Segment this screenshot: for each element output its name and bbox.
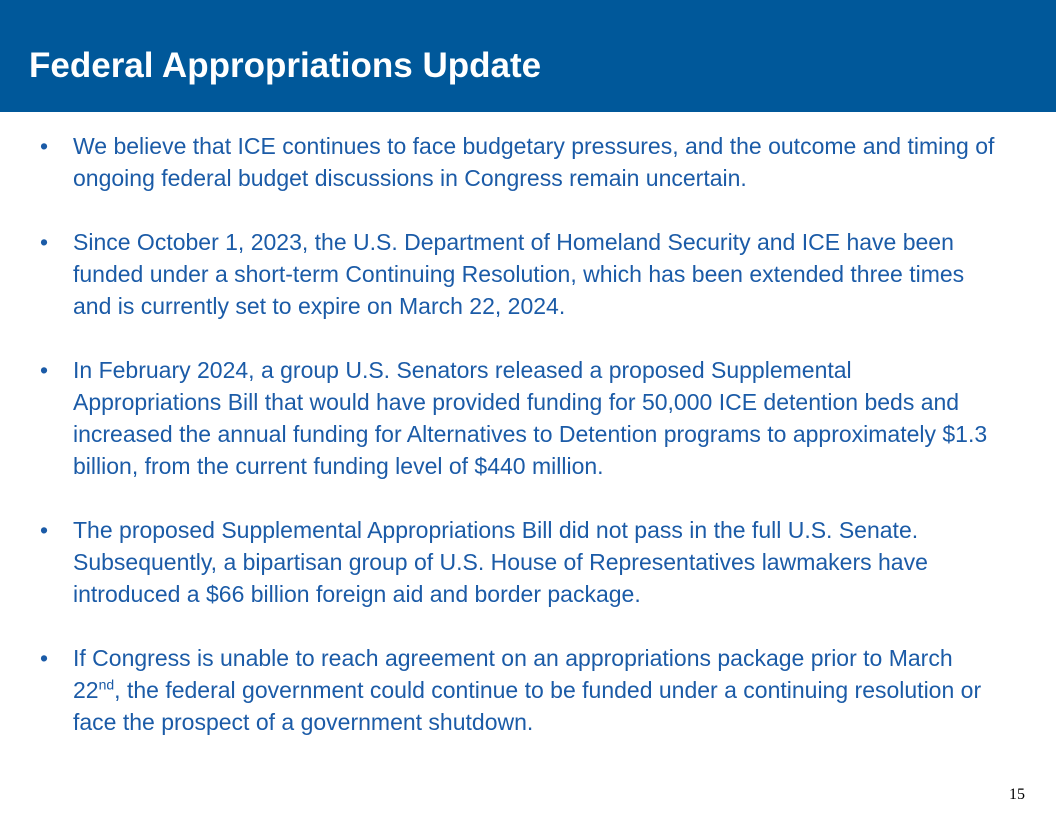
slide-title: Federal Appropriations Update bbox=[29, 46, 542, 85]
bullet-item-senate-outcome bbox=[0, 514, 1056, 610]
bullet-text bbox=[73, 645, 981, 735]
bullet-list bbox=[0, 130, 1056, 770]
bullet-text-end: , the federal government could continue to be funded under a continuing resolution or face the prospect of a government shutdown. bbox=[73, 677, 982, 735]
title-bar bbox=[0, 0, 1056, 112]
bullet-marker: • bbox=[40, 645, 49, 671]
ordinal-superscript: nd bbox=[98, 676, 115, 693]
bullet-item-continuing-resolution bbox=[0, 226, 1056, 322]
bullet-text-start: If Congress is unable to reach agreement on an appropriations package prior to March 22 bbox=[73, 645, 953, 703]
bullet-text: The proposed Supplemental Appropriations Bill did not pass in the full U.S. Senate. Subsequently, a bipartisan group of U.S. House of Representatives lawmakers have introduced a $66 billion foreign aid and border package. bbox=[73, 517, 928, 607]
bullet-text: Since October 1, 2023, the U.S. Department of Homeland Security and ICE have been funded under a short-term Continuing Resolution, which has been extended three times and is currently set to expire on March 22, 2024. bbox=[73, 229, 965, 319]
page-number: 15 bbox=[1009, 786, 1025, 803]
bullet-marker: • bbox=[40, 133, 49, 159]
bullet-text: We believe that ICE continues to face budgetary pressures, and the outcome and timing of ongoing federal budget discussions in Congress remain uncertain. bbox=[73, 133, 995, 191]
bullet-marker: • bbox=[40, 357, 49, 383]
bullet-item-budget-pressures bbox=[0, 130, 1056, 194]
bullet-item-supplemental-bill bbox=[0, 354, 1056, 482]
bullet-text: In February 2024, a group U.S. Senators released a proposed Supplemental Appropriations Bill that would have provided funding for 50,000 ICE detention beds and increased the annual funding for Alternatives to Detention programs to approximately $1.3 billion, from the current funding level of $440 million. bbox=[73, 357, 988, 479]
bullet-marker: • bbox=[40, 517, 49, 543]
bullet-item-shutdown-risk bbox=[0, 642, 1056, 738]
bullet-marker: • bbox=[40, 229, 49, 255]
